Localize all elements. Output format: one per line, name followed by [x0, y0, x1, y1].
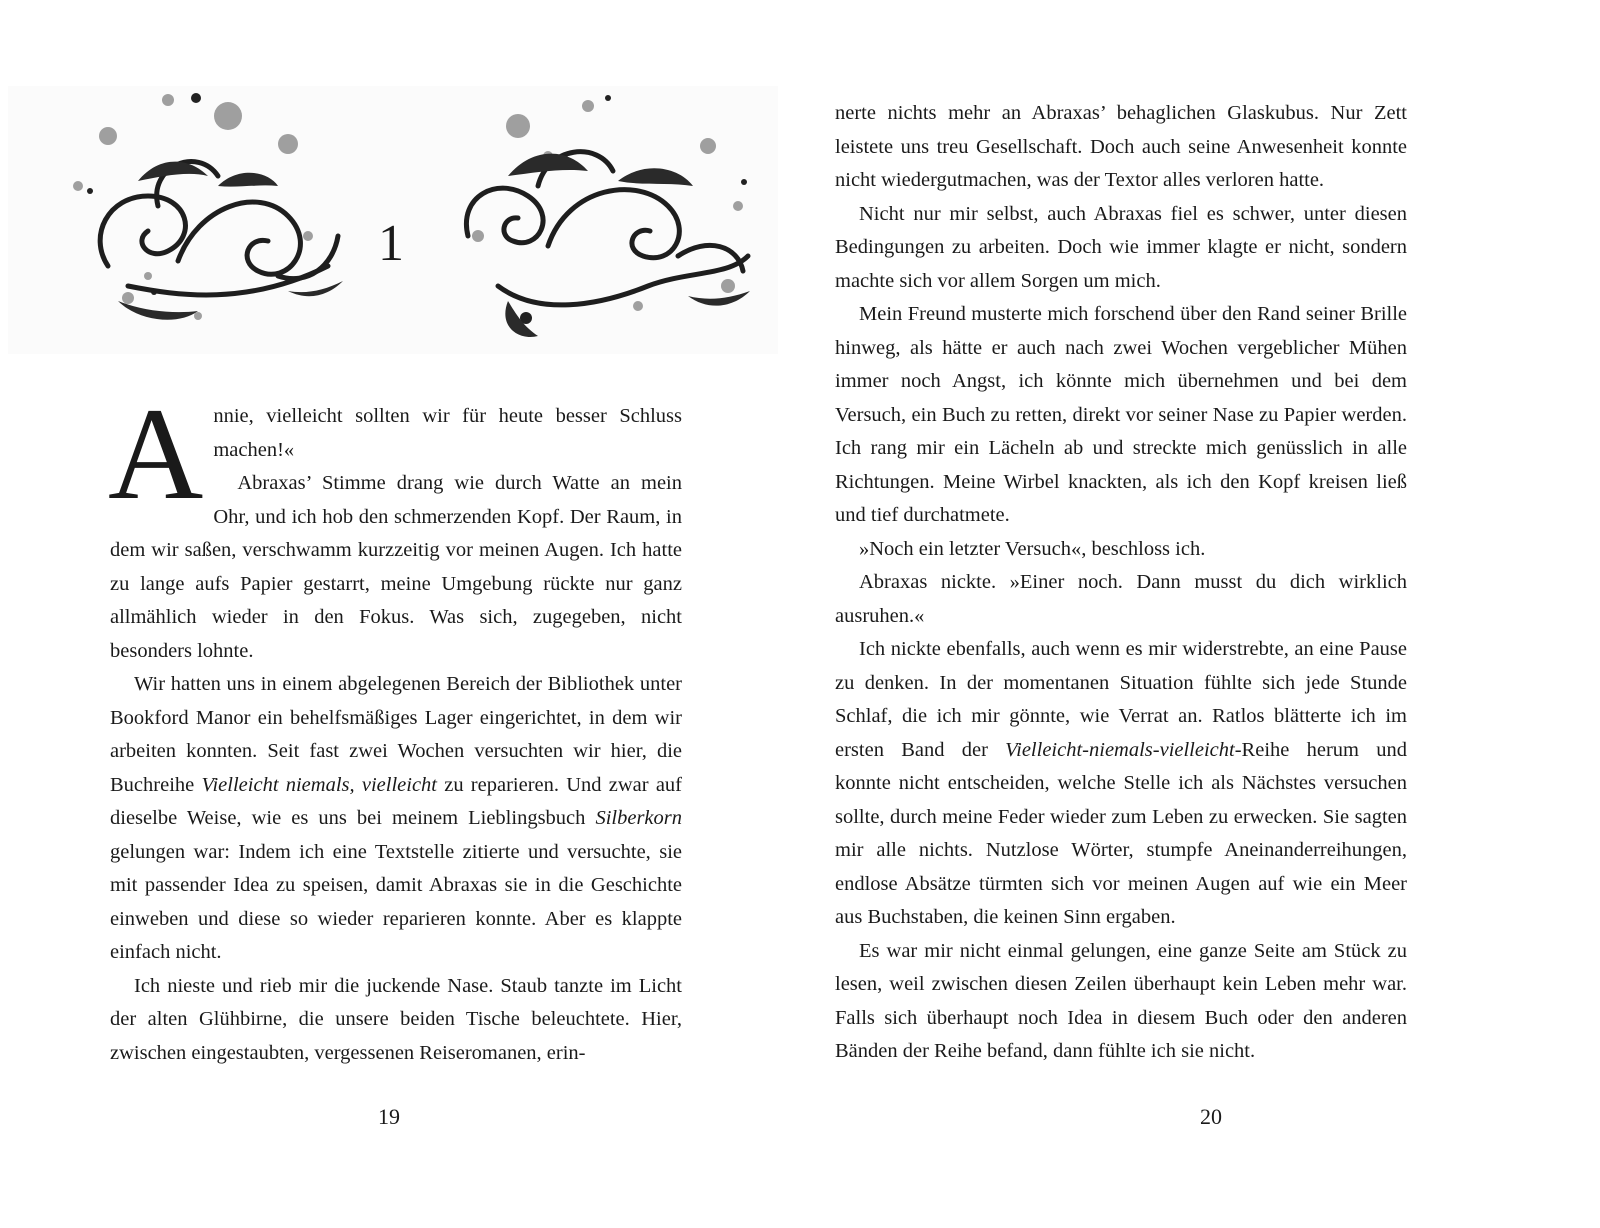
text-run: Ich nickte ebenfalls, auch wenn es mir widerstrebte, an eine Pause zu denken. In der momentanen Situation fühlte sich jede Stunde Schlaf, die ich mir gönnte, wie Verrat an. Ratlos blätterte ich im ersten Band der: [835, 638, 1407, 761]
right-page-body: [835, 97, 1407, 1069]
drop-cap: A: [108, 380, 204, 527]
book-title-italic: Vielleicht-niemals-vielleicht-: [1005, 738, 1242, 761]
text-run: Es war mir nicht einmal gelungen, eine ganze Seite am Stück zu lesen, weil zwischen diesen Zeilen überhaupt kein Leben mehr war. Falls sich überhaupt noch Idea in diesem Buch oder den anderen Bänden der Reihe befand, dann fühlte ich sie nicht.: [835, 939, 1407, 1062]
text-run: Abraxas’ Stimme drang wie durch Watte an mein Ohr, und ich hob den schmerzenden Kopf. Der Raum, in dem wir saßen, verschwamm kurzzeitig vor meinen Augen. Ich hatte zu lange aufs Papier gestarrt, meine Umgebung rückte nur ganz allmählich wieder in den Fokus. Was sich, zugegeben, nicht besonders lohnte.: [110, 472, 682, 662]
paragraph: [835, 97, 1407, 198]
right-page: [800, 0, 1600, 1228]
text-run: zu reparieren. Und zwar auf dieselbe Weise, wie es uns bei meinem Lieblingsbuch: [110, 773, 683, 829]
paragraph: [835, 198, 1407, 299]
paragraph: [110, 668, 682, 970]
chapter-number: 1: [378, 215, 404, 272]
left-page-body: [108, 380, 683, 1070]
text-run: nnie, vielleicht sollten wir für heute besser Schluss machen!«: [213, 405, 682, 461]
chapter-header: [8, 86, 778, 354]
text-run: Abraxas nickte. »Einer noch. Dann musst du dich wirklich ausruhen.«: [835, 571, 1407, 627]
paragraph: [110, 970, 682, 1071]
page-number-right: 20: [1200, 1104, 1222, 1129]
paragraph: [835, 298, 1407, 533]
text-run: Nicht nur mir selbst, auch Abraxas fiel es schwer, unter diesen Bedingungen zu arbeiten. Doch wie immer klagte er nicht, sondern machte sich vor allem Sorgen um mich.: [835, 202, 1407, 292]
paragraph: [835, 633, 1407, 935]
text-run: »Noch ein letzter Versuch«, beschloss ich.: [859, 537, 1206, 560]
text-run: Mein Freund musterte mich forschend über den Rand seiner Brille hinweg, als hätte er auch nach zwei Wochen vergeblicher Mühen immer noch Angst, ich könnte mich übernehmen und bei dem Versuch, ein Buch zu retten, direkt vor seiner Nase zu Papier werden. Ich rang mir ein Lächeln ab und streckte mich genüsslich in alle Richtungen. Meine Wirbel knackten, als ich den Kopf kreisen ließ und tief durchatmete.: [835, 303, 1407, 526]
text-run: Ich nieste und rieb mir die juckende Nase. Staub tanzte im Licht der alten Glühbirne, die unsere beiden Tische beleuchtete. Hier, zwischen eingestaubten, vergessenen Reiseromanen, erin-: [110, 974, 682, 1064]
book-title-italic: Vielleicht niemals, vielleicht: [201, 773, 437, 796]
ornament-left-flourish: [48, 86, 348, 354]
paragraph: [835, 533, 1407, 567]
text-run: Wir hatten uns in einem abgelegenen Bereich der Bibliothek unter Bookford Manor ein behelfsmäßiges Lager eingerichtet, in dem wir arbeiten konnten. Seit fast zwei Wochen versuchten wir hier, die Buchreihe: [110, 673, 682, 796]
paragraph: [835, 566, 1407, 633]
page-number-left: 19: [378, 1104, 400, 1129]
paragraph: [108, 380, 682, 527]
text-run: gelungen war: Indem ich eine Textstelle zitierte und versuchte, sie mit passender Idea zu speisen, damit Abraxas sie in die Geschichte einweben und diese so wieder reparieren konnte. Aber es klappte einfach nicht.: [110, 840, 682, 963]
text-run: Reihe herum und konnte nicht entscheiden, welche Stelle ich als Nächstes versuchen sollte, durch meine Feder wieder zum Leben zu erwecken. Sie sagten mir alle nichts. Nutzlose Wörter, stumpfe Aneinanderreihungen, endlose Absätze türmten sich vor meinen Augen auf wie ein Meer aus Buchstaben, die keinen Sinn ergaben.: [835, 738, 1407, 928]
ornament-right-flourish: [438, 86, 758, 354]
book-title-italic: Silberkorn: [595, 807, 682, 829]
paragraph: [835, 935, 1407, 1069]
text-run: nerte nichts mehr an Abraxas’ behaglichen Glaskubus. Nur Zett leistete uns treu Gesellschaft. Doch auch seine Anwesenheit konnte nicht wiedergutmachen, was der Textor alles verloren hatte.: [835, 102, 1407, 191]
